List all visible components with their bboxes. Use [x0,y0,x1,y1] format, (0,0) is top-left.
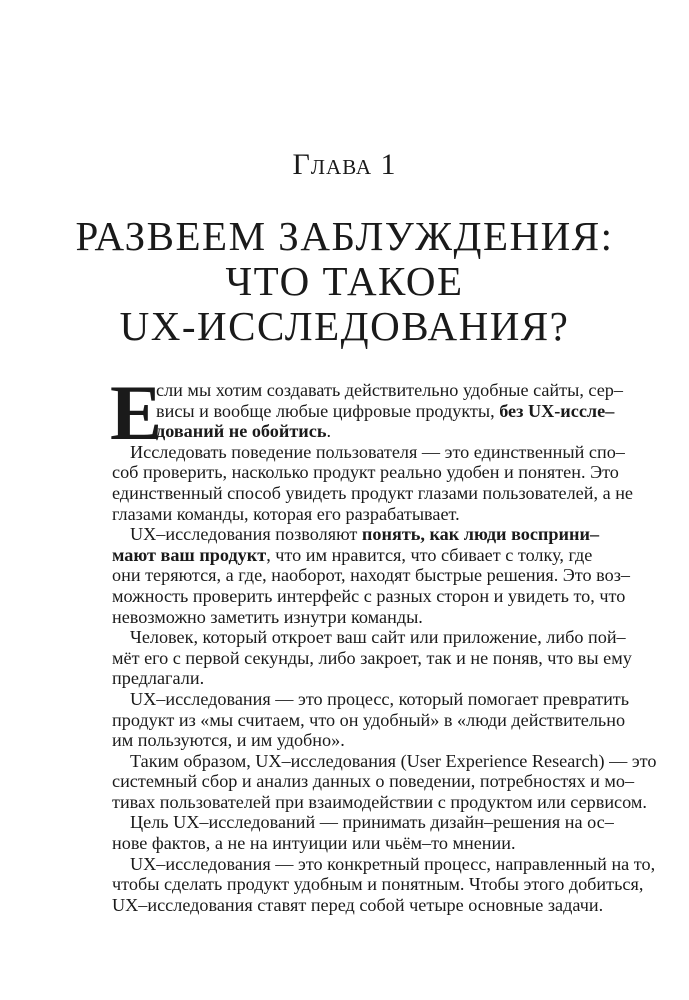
text-line [112,709,626,731]
paragraph [112,688,630,751]
text-line [112,853,656,875]
title-line: РАЗВЕЕМ ЗАБЛУЖДЕНИЯ: [75,213,614,259]
text-segment: единственный способ увидеть продукт глазами пользователей, а не [112,482,634,503]
text-line [112,462,619,483]
text-line [112,874,644,895]
text-line [112,627,626,648]
text-segment: . [326,421,332,442]
text-segment: системный сбор и анализ данных о поведении, потребностях и мо– [112,771,635,792]
title-line: UX-ИССЛЕДОВАНИЯ? [119,303,570,349]
text-line [112,833,588,854]
paragraph [112,750,657,813]
text-line [112,668,588,689]
text-line [112,400,615,422]
text-line [112,750,657,772]
paragraph [112,441,634,524]
text-segment: чтобы сделать продукт удобным и понятным. Чтобы этого добиться, [112,874,644,895]
text-line [112,421,588,442]
text-segment: можность проверить интерфейс с разных сторон и увидеть то, что [112,585,626,606]
bold-text: дований не обойтись [156,421,327,442]
text-line [112,771,635,792]
chapter-title [0,214,689,349]
paragraph [112,812,614,854]
text-segment: Цель UX–исследований — принимать дизайн–решения на ос– [130,812,614,833]
text-line [112,647,632,669]
text-line [112,482,634,504]
text-line [112,441,625,463]
paragraph [112,627,632,689]
body-text [110,369,657,915]
text-line [112,585,626,607]
text-line [112,565,630,586]
text-line [112,730,588,751]
bold-text: мают ваш продукт [112,544,267,565]
bold-text: понять, как люди восприни– [361,524,600,545]
text-line [112,791,647,813]
text-line [112,688,630,710]
text-segment: UX–исследования ставят перед собой четыре основные задачи. [112,894,604,915]
text-segment: , что им нравится, что сбивает с толку, где [266,544,593,565]
text-segment: Таким образом, UX–исследования (User Experience Research) — это [130,750,657,771]
text-segment: предлагали. [112,668,205,689]
text-segment: висы и вообще любые цифровые продукты, [156,400,500,421]
text-segment: тивах пользователей при взаимодействии с продуктом или сервисом. [112,791,647,812]
paragraph [112,524,630,627]
text-line [112,504,588,525]
text-segment: мёт его с первой секунды, либо закроет, так и не поняв, что вы ему [112,647,632,668]
text-line [112,607,588,628]
paragraph [112,853,656,916]
drop-cap: Е [110,369,163,456]
text-segment: сли мы хотим создавать действительно удобные сайты, сер– [156,380,623,400]
text-line [112,544,593,566]
text-line [112,524,600,545]
text-segment: UX–исследования позволяют [130,524,362,545]
text-segment: они теряются, а где, наоборот, находят быстрые решения. Это воз– [112,565,630,586]
text-segment: продукт из «мы считаем, что он удобный» в «люди действительно [112,709,626,730]
chapter-label: Глава 1 [292,148,397,181]
text-segment: глазами команды, которая его разрабатывает. [112,503,460,524]
text-segment: UX–исследования — это процесс, который помогает превратить [130,688,630,709]
text-line [112,812,614,833]
text-segment: им пользуются, и им удобно». [112,730,345,751]
text-line [112,894,604,916]
title-line: ЧТО ТАКОЕ [225,258,464,304]
text-segment: UX–исследования — это конкретный процесс, направленный на то, [130,853,656,874]
text-segment: Человек, который откроет ваш сайт или приложение, либо пой– [130,627,626,648]
text-segment: соб проверить, насколько продукт реально удобен и понятен. Это [112,462,619,483]
text-segment: нове фактов, а не на интуиции или чьём–то мнении. [112,833,516,854]
text-segment: невозможно заметить изнутри команды. [112,606,423,627]
text-segment: Исследовать поведение пользователя — это единственный спо– [130,441,625,462]
text-line [112,380,623,401]
bold-text: без UX-иссле– [499,400,615,421]
paragraph [112,380,623,442]
